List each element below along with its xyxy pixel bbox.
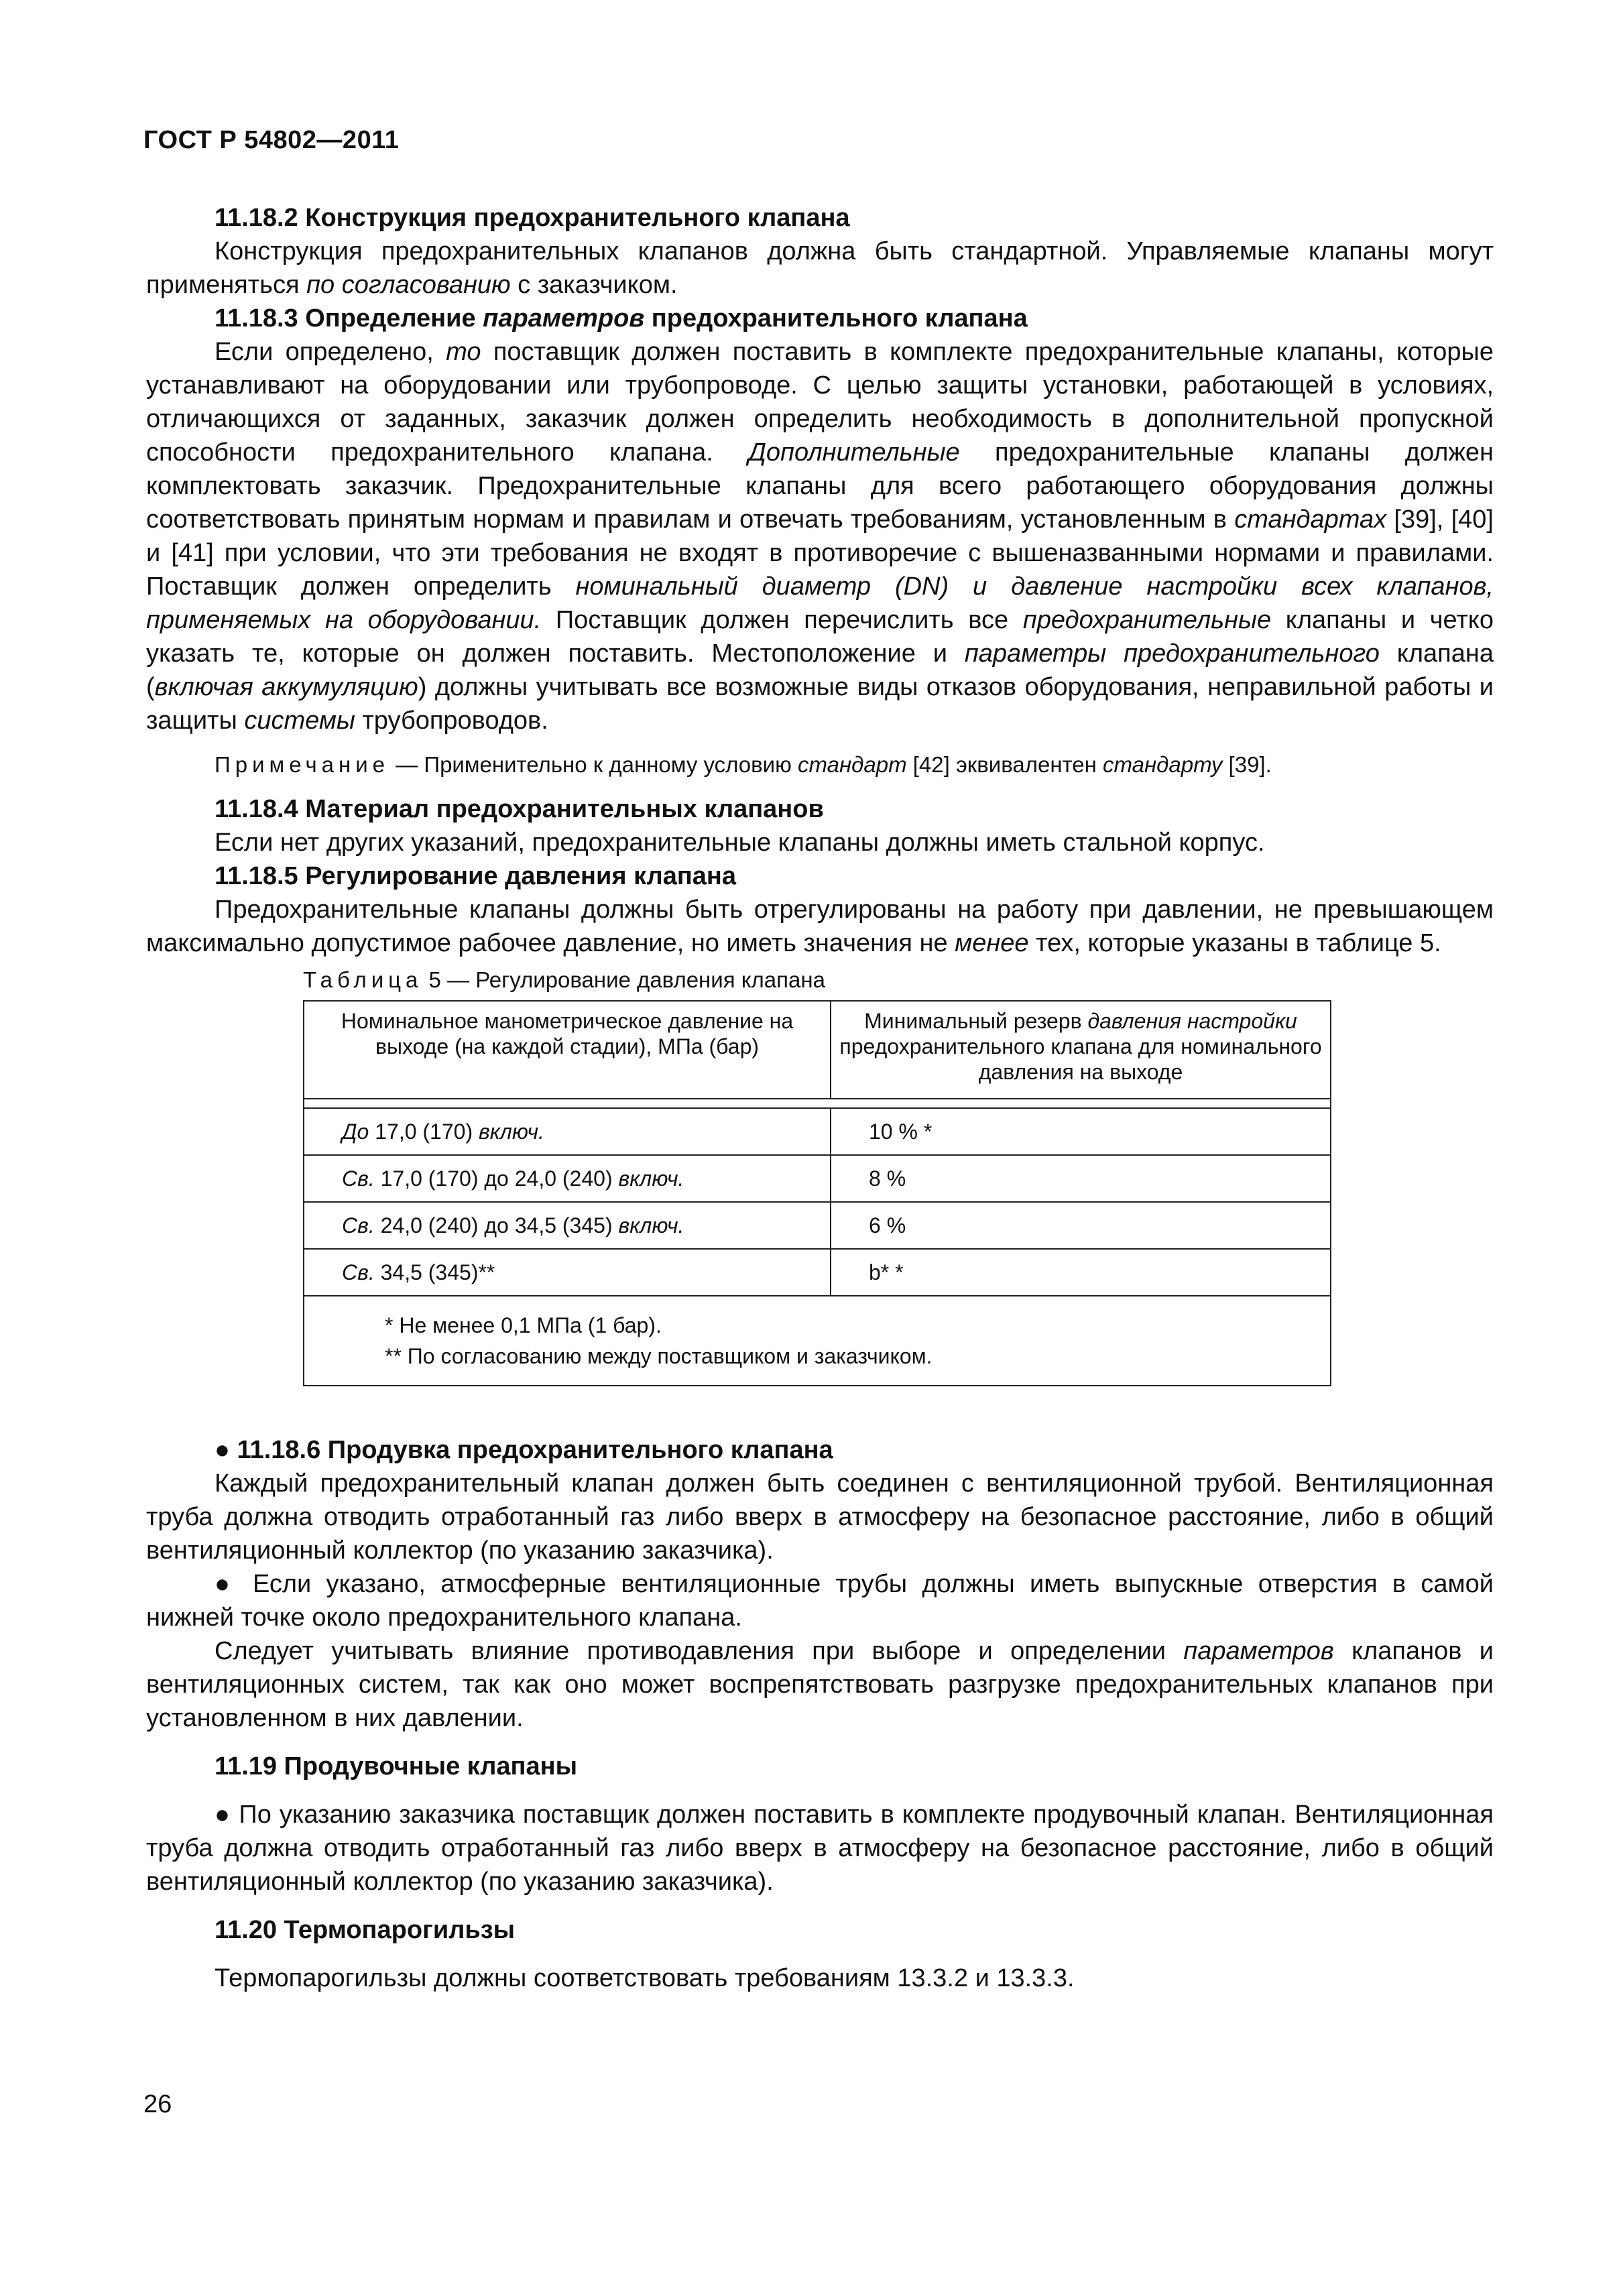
text-run: [39], [40] и [41] при условии, что эти требования не входят в противоречие с вышеназванными нормами и правилами. Поставщик должен определить (146, 505, 1494, 601)
pressure-cell (304, 1249, 831, 1296)
page-number: 26 (143, 2090, 172, 2118)
column-header-reserve (831, 1001, 1331, 1099)
text-run: Минимальный резерв (864, 1009, 1088, 1033)
italic-run: предохранительные (1022, 606, 1272, 634)
section-paragraph-11-18-2 (146, 235, 1494, 302)
italic-run: включая аккумуляцию (154, 673, 418, 701)
italic-run: по согласованию (306, 271, 511, 299)
text-run: [42] эквивалентен (906, 752, 1103, 777)
spacer (146, 1898, 1494, 1913)
section-paragraph-11-20: Термопарогильзы должны соответствовать требованиям 13.3.2 и 13.3.3. (215, 1964, 1075, 1992)
italic-run: параметров (1183, 1637, 1334, 1665)
text-run: предохранительного клапана для номинального давления на выходе (839, 1034, 1322, 1084)
section-paragraph-11-18-6-a: Каждый предохранительный клапан должен быть соединен с вентиляционной трубой. Вентиляционная труба должна отводить отработанный газ либо вверх в атмосферу на безопасное расстояние, либо в общий вентиляционный коллектор (по указанию заказчика). (146, 1469, 1494, 1565)
note-paragraph (146, 749, 1494, 780)
section-heading-11-18-4: 11.18.4 Материал предохранительных клапанов (215, 795, 824, 823)
table-header-row (304, 1001, 1331, 1099)
document-id-header: ГОСТ Р 54802—2011 (143, 126, 400, 154)
reserve-cell: 8 % (831, 1155, 1331, 1202)
text-run: 17,0 (170) до 24,0 (240) (374, 1166, 619, 1191)
caption-label: Таблица (303, 967, 423, 992)
pressure-cell (304, 1155, 831, 1202)
section-paragraph-11-18-4: Если нет других указаний, предохранительные клапаны должны иметь стальной корпус. (215, 829, 1265, 857)
italic-run: стандарту (1103, 752, 1223, 777)
footnote-1: * Не менее 0,1 МПа (1 бар). (385, 1313, 662, 1337)
italic-run: Св. (342, 1166, 375, 1191)
italic-run: Св. (342, 1260, 375, 1284)
reserve-cell: 6 % (831, 1202, 1331, 1249)
spacer (146, 1783, 1494, 1798)
footnote-2: ** По согласованию между поставщиком и заказчиком. (385, 1344, 933, 1368)
table-footnote-row (304, 1296, 1331, 1386)
table-row (304, 1108, 1331, 1155)
text-run: тех, которые указаны в таблице 5. (1028, 929, 1441, 957)
section-heading-11-18-3 (146, 302, 1494, 335)
italic-run: номинальный диаметр (DN) и давление настройки всех клапанов, применяемых на оборудовании. (146, 572, 1494, 634)
reserve-cell: 10 % * (831, 1108, 1331, 1155)
text-run: Поставщик должен перечислить все (541, 606, 1023, 634)
text-run: ) должны учитывать все возможные виды отказов оборудования, неправильной работы и защиты (146, 673, 1494, 735)
section-paragraph-11-18-5 (146, 893, 1494, 960)
italic-run: До (342, 1120, 369, 1144)
text-run: 24,0 (240) до 34,5 (345) (374, 1213, 619, 1237)
page-content (146, 201, 1494, 1995)
italic-run: Св. (342, 1213, 375, 1237)
pressure-cell (304, 1108, 831, 1155)
table-row (304, 1249, 1331, 1296)
text-run: 11.18.3 Определение (215, 304, 483, 333)
italic-run: менее (955, 929, 1029, 957)
italic-run: системы (244, 707, 355, 735)
text-run: с заказчиком. (510, 271, 678, 299)
italic-run: давления настройки (1087, 1009, 1297, 1033)
italic-run: параметры предохранительного (964, 640, 1380, 668)
table-caption (303, 965, 1494, 995)
section-heading-11-18-5: 11.18.5 Регулирование давления клапана (215, 862, 737, 890)
pressure-table (303, 1000, 1331, 1386)
caption-text: 5 — Регулирование давления клапана (422, 967, 825, 992)
italic-run: включ. (618, 1166, 684, 1191)
italic-run: включ. (478, 1120, 544, 1144)
note-label: Примечание (215, 752, 390, 777)
text-run: — Применительно к данному условию (389, 752, 798, 777)
text-run: Если определено, (215, 338, 446, 366)
section-heading-11-19: 11.19 Продувочные клапаны (215, 1752, 578, 1780)
section-paragraph-11-18-6-c (146, 1634, 1494, 1735)
pressure-cell (304, 1202, 831, 1249)
text-run: клапаны и четко указать те, которые он должен поставить. Местоположение и (146, 606, 1494, 668)
spacer (146, 1735, 1494, 1750)
italic-run: параметров (483, 304, 645, 333)
section-paragraph-11-18-3 (146, 335, 1494, 737)
text-run: предохранительного клапана (644, 304, 1028, 333)
text-run: [39]. (1222, 752, 1272, 777)
spacer (146, 1947, 1494, 1961)
spacer (146, 1386, 1494, 1433)
section-paragraph-11-18-6-b: ● Если указано, атмосферные вентиляционные трубы должны иметь выпускные отверстия в самой нижней точке около предохранительного клапана. (146, 1570, 1494, 1632)
separator-cell (304, 1099, 1331, 1108)
text-run: поставщик должен поставить в комплекте предохранительные клапаны, которые устанавливают на оборудовании или трубопроводе. С целью защиты установки, работающей в условиях, отличающихся от заданных, заказчик должен определить необходимость в дополнительной пропускной способности предохранительного клапана. (146, 338, 1494, 467)
italic-run: включ. (618, 1213, 684, 1237)
text-run: трубопроводов. (355, 707, 548, 735)
text-run: Предохранительные клапаны должны быть отрегулированы на работу при давлении, не превышающем максимально допустимое рабочее давление, но иметь значения не (146, 896, 1494, 957)
section-heading-11-20: 11.20 Термопарогильзы (215, 1916, 516, 1944)
italic-run: стандартах (1234, 505, 1387, 534)
text-run: 34,5 (345)** (374, 1260, 495, 1284)
italic-run: то (446, 338, 481, 366)
table-header-separator (304, 1099, 1331, 1108)
section-paragraph-11-19: ● По указанию заказчика поставщик должен поставить в комплекте продувочный клапан. Вентиляционная труба должна отводить отработанный газ либо вверх в атмосферу на безопасное расстояние, либо в общий вентиляционный коллектор (по указанию заказчика). (146, 1801, 1494, 1896)
section-heading-11-18-2: 11.18.2 Конструкция предохранительного клапана (215, 204, 850, 232)
column-header-pressure: Номинальное манометрическое давление на выходе (на каждой стадии), МПа (бар) (304, 1001, 831, 1099)
italic-run: Дополнительные (748, 438, 960, 467)
text-run: Следует учитывать влияние противодавления при выборе и определении (215, 1637, 1184, 1665)
text-run: клапанов и вентиляционных систем, так как оно может воспрепятствовать разгрузке предохранительных клапанов при установленном в них давлении. (146, 1637, 1494, 1732)
italic-run: стандарт (798, 752, 907, 777)
section-heading-11-18-6: ● 11.18.6 Продувка предохранительного клапана (215, 1436, 833, 1464)
table-footnotes (304, 1296, 1331, 1386)
text-run: предохранительные клапаны должен комплектовать заказчик. Предохранительные клапаны для всего работающего оборудования должны соответствовать принятым нормам и правилам и отвечать требованиям, установленным в (146, 438, 1494, 534)
text-run: Конструкция предохранительных клапанов должна быть стандартной. Управляемые клапаны могут применяться (146, 237, 1494, 299)
text-run: 17,0 (170) (369, 1120, 479, 1144)
reserve-cell: b* * (831, 1249, 1331, 1296)
table-row (304, 1202, 1331, 1249)
table-row (304, 1155, 1331, 1202)
text-run: клапана ( (146, 640, 1494, 701)
